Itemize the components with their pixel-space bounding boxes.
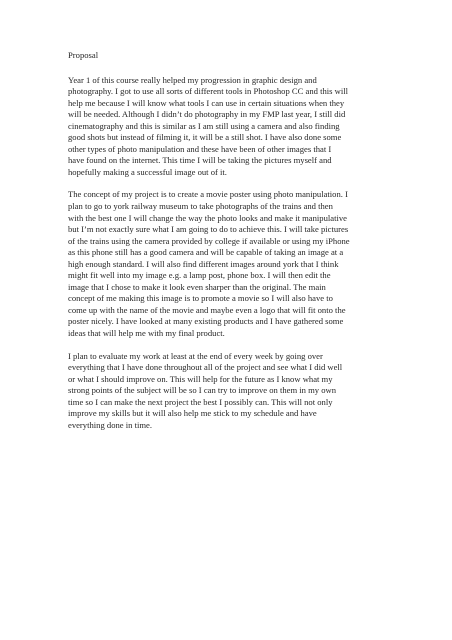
paragraph-1 [68, 75, 398, 179]
text-line: other types of photo manipulation and these have been of other images that I [68, 143, 332, 154]
text-line: ideas that will help me with my final product. [68, 328, 225, 339]
text-line: will be needed. Although I didn’t do photography in my FMP last year, I still did [68, 109, 346, 120]
text-line: image that I chose to make it look even sharper than the original. The main [68, 281, 326, 292]
text-line: poster nicely. I have looked at many existing products and I have gathered some [68, 316, 344, 327]
text-line: concept of me making this image is to promote a movie so I will also have to [68, 293, 333, 304]
text-line: hopefully making a successful image out of it. [68, 166, 227, 177]
text-line: come up with the name of the movie and maybe even a logo that will fit onto the [68, 304, 346, 315]
paragraph-3 [68, 351, 398, 432]
text-line: but I’m not exactly sure what I am going to do to achieve this. I will take pictures [68, 224, 349, 235]
text-line: good shots but instead of filming it, it will be a still shot. I have also done some [68, 132, 342, 143]
text-line: Year 1 of this course really helped my progression in graphic design and [68, 74, 317, 85]
text-line: The concept of my project is to create a movie poster using photo manipulation. I [68, 189, 348, 200]
text-line: help me because I will know what tools I can use in certain situations when they [68, 97, 345, 108]
text-line: plan to go to york railway museum to take photographs of the trains and then [68, 201, 333, 212]
text-line: of the trains using the camera provided by college if available or using my iPhone [68, 235, 350, 246]
paragraph-2 [68, 189, 398, 339]
document-title: Proposal [68, 50, 99, 60]
text-line: have found on the internet. This time I will be taking the pictures myself and [68, 155, 332, 166]
text-line: I plan to evaluate my work at least at the end of every week by going over [68, 350, 323, 361]
text-line: improve my skills but it will also help me stick to my schedule and have [68, 408, 317, 419]
text-line: strong points of the subject will be so I can try to improve on them in my own [68, 385, 337, 396]
text-line: everything done in time. [68, 419, 153, 430]
text-line: photography. I got to use all sorts of different tools in Photoshop CC and this will [68, 86, 348, 97]
text-line: might fit well into my image e.g. a lamp post, phone box. I will then edit the [68, 270, 331, 281]
text-line: with the best one I will change the way the photo looks and make it manipulative [68, 212, 347, 223]
text-line: cinematography and this is similar as I am still using a camera and also finding [68, 120, 340, 131]
text-line: everything that I have done throughout all of the project and see what I did well [68, 362, 343, 373]
text-line: as this phone still has a good camera and will be capable of taking an image at a [68, 247, 344, 258]
document-body [68, 50, 398, 442]
text-line: time so I can make the next project the best I possibly can. This will not only [68, 396, 333, 407]
text-line: high enough standard. I will also find different images around york that I think [68, 258, 339, 269]
text-line: or what I should improve on. This will help for the future as I know what my [68, 373, 333, 384]
